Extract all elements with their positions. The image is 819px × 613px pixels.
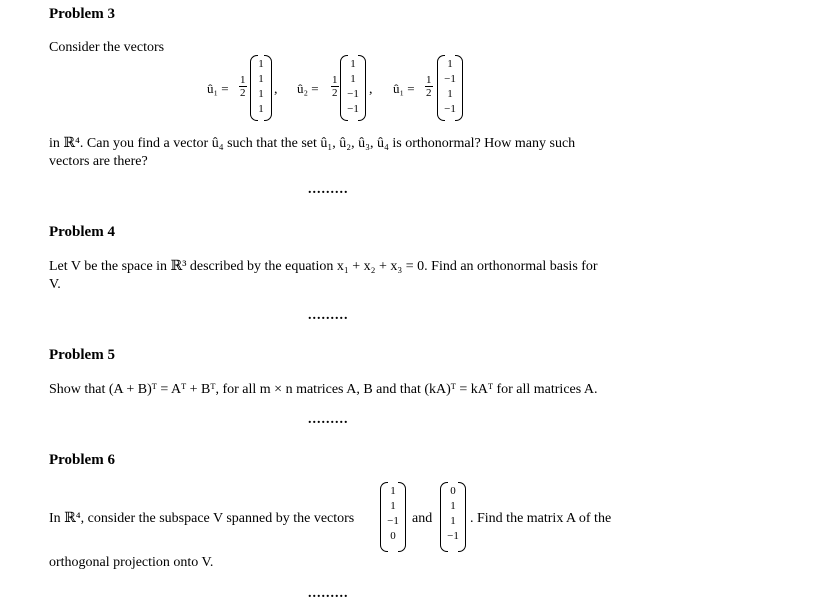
problem-3-heading: Problem 3 bbox=[49, 6, 115, 22]
problem-6-text-and: and bbox=[412, 511, 433, 526]
problem-4-answer-dots: ......... bbox=[308, 308, 349, 323]
problem-6-vector-1: 1 1 −1 0 bbox=[380, 482, 406, 552]
vector-u3: 1 −1 1 −1 bbox=[437, 55, 463, 121]
vector-u3-label: û₁ = bbox=[393, 81, 415, 96]
problem-6-vector-2: 0 1 1 −1 bbox=[440, 482, 466, 552]
problem-6-text-pre: In ℝ⁴, consider the subspace V spanned by the vectors bbox=[49, 511, 355, 526]
problem-6-text-line-2: orthogonal projection onto V. bbox=[49, 555, 214, 570]
vector-u3-coefficient: $\frac{1}{2}$ bbox=[426, 74, 432, 99]
problem-4-text-line-1: Let V be the space in ℝ³ described by the equation x₁ + x₂ + x₃ = 0. Find an orthonormal basis for bbox=[49, 259, 598, 274]
problem-5-text-line-1: Show that (A + B)ᵀ = Aᵀ + Bᵀ, for all m × n matrices A, B and that (kA)ᵀ = kAᵀ for all matrices A. bbox=[49, 382, 598, 397]
problem-6-heading: Problem 6 bbox=[49, 452, 115, 468]
problem-6-answer-dots: ......... bbox=[308, 586, 349, 601]
vector-u2-separator: , bbox=[369, 82, 373, 97]
vector-u1-coefficient: $\frac{1}{2}$ bbox=[240, 74, 246, 99]
vector-u2-label: û₂ = bbox=[297, 81, 319, 96]
problem-5-answer-dots: ......... bbox=[308, 412, 349, 427]
problem-3-text-line-1: in ℝ⁴. Can you find a vector û₄ such that the set û₁, û₂, û₃, û₄ is orthonormal? How many such bbox=[49, 136, 576, 151]
vector-u2-coefficient: $\frac{1}{2}$ bbox=[332, 74, 338, 99]
problem-4-heading: Problem 4 bbox=[49, 224, 115, 240]
vector-u1-separator: , bbox=[274, 82, 278, 97]
problem-3-answer-dots: ......... bbox=[308, 182, 349, 197]
problem-6-text-post: . Find the matrix A of the bbox=[470, 511, 612, 526]
problem-5-heading: Problem 5 bbox=[49, 347, 115, 363]
vector-u1: 1 1 1 1 bbox=[250, 55, 272, 121]
problem-3-text-line-2: vectors are there? bbox=[49, 154, 148, 169]
vector-u1-label: û₁ = bbox=[207, 81, 229, 96]
vector-u2: 1 1 −1 −1 bbox=[340, 55, 366, 121]
problem-4-text-line-2: V. bbox=[49, 277, 61, 292]
problem-3-intro: Consider the vectors bbox=[49, 40, 165, 55]
